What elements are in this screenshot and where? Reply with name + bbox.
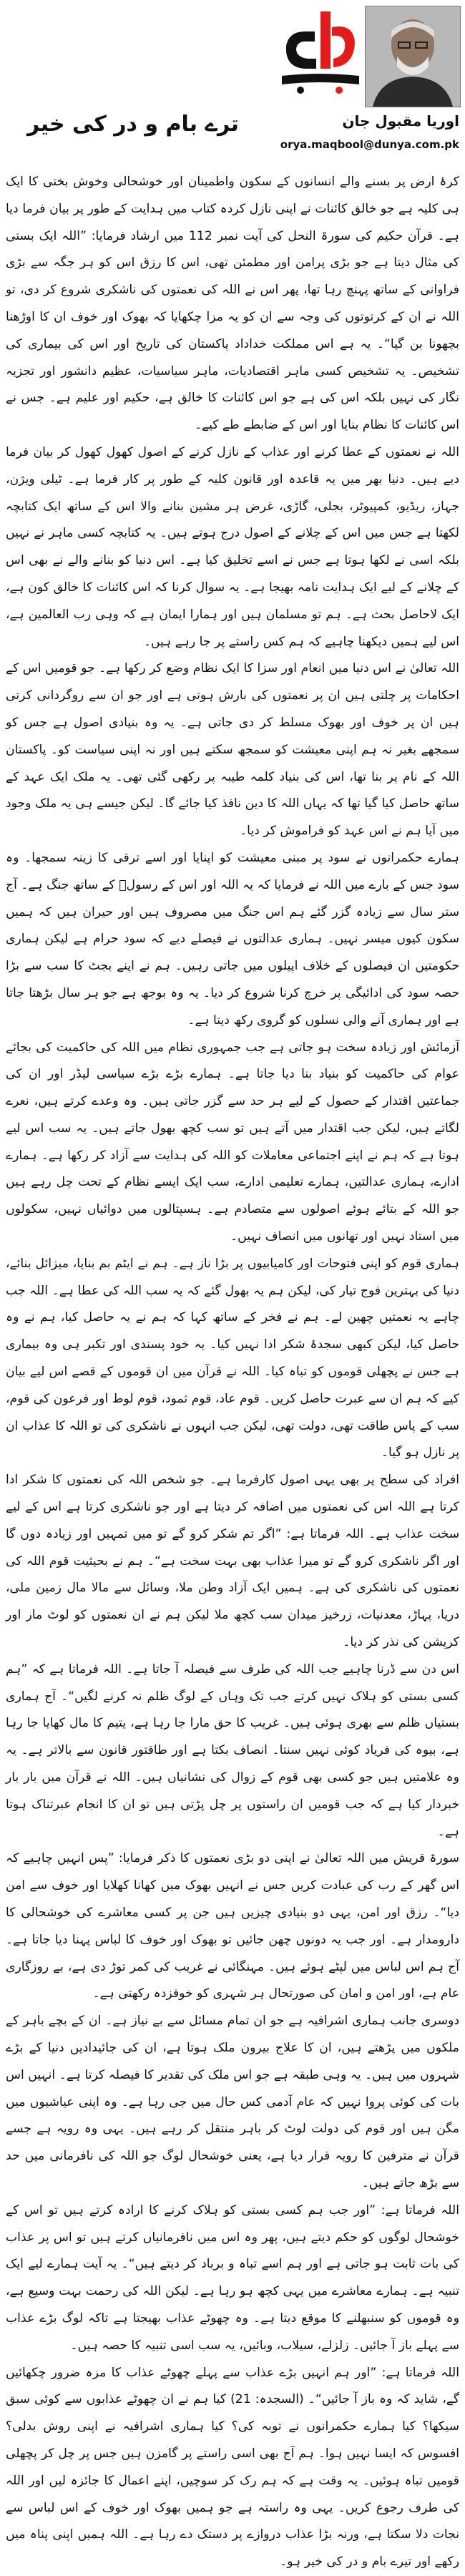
- author-email[interactable]: orya.maqbool@dunya.com.pk: [280, 138, 459, 151]
- paragraph: سورۃ قریش میں اللہ تعالیٰ نے اپنی دو بڑی نعمتوں کا ذکر فرمایا: ”پس انہیں چاہیے کہ اس گھر کے رب کی عبادت کریں جس نے انہیں بھوک میں کھانا کھلایا اور خوف سے امن دیا“۔ رزق اور امن، یہی دو بنیادی چیزیں ہیں جن پر کسی معاشرے کی خوشحالی کا دارومدار ہے۔ اور جب یہ دونوں چھن جائیں تو بھوک اور خوف کا لباس پہنا دیا جاتا ہے۔ آج ہم اس لباس میں لپٹے ہوئے ہیں۔ مہنگائی نے غریب کی کمر توڑ دی ہے، بے روزگاری عام ہے، اور امن و امان کی صورتحال ہر شہری کو خوفزدہ رکھتی ہے۔: [6, 1851, 459, 2001]
- author-photo: [365, 6, 461, 107]
- paragraph: آزمائش اور زیادہ سخت ہو جاتی ہے جب جمہوری نظام میں اللہ کی حاکمیت کی بجائے عوام کی حاکمیت کو بنیاد بنا دیا جاتا ہے۔ ہمارے بڑے بڑے سیاسی لیڈر اور ان کی جماعتیں اقتدار کے حصول کے لیے ہر حد سے گزر جاتی ہیں۔ وہ وعدے کرتے ہیں، نعرے لگاتے ہیں، لیکن جب اقتدار میں آتے ہیں تو سب کچھ بھول جاتے ہیں۔ یہ سب اس لیے ہوتا ہے کہ ہم نے اپنے اجتماعی معاملات کو اللہ کی ہدایت سے آزاد کر رکھا ہے۔ ہمارے ادارے، ہماری عدالتیں، ہمارے تعلیمی ادارے، سب ایک ایسے نظام کے تحت چل رہے ہیں جو اللہ کے بتائے ہوئے اصولوں سے متصادم ہے۔ ہسپتالوں میں دوائیاں نہیں، سکولوں میں استاد نہیں اور تھانوں میں انصاف نہیں۔: [6, 1040, 459, 1244]
- paragraph: اللہ فرماتا ہے: ”اور ہم انہیں بڑے عذاب سے پہلے چھوٹے عذاب کا مزہ ضرور چکھائیں گے، شاید کہ وہ باز آ جائیں“۔ (السجدہ: 21) کیا ہم نے ان چھوٹے عذابوں سے کوئی سبق سیکھا؟ کیا ہمارے حکمرانوں نے توبہ کی؟ کیا ہماری اشرافیہ نے اپنی روش بدلی؟ افسوس کہ ایسا نہیں ہوا۔ ہم آج بھی اسی راستے پر گامزن ہیں جس پر چل کر پچھلی قومیں تباہ ہوئیں۔ یہ وقت ہے کہ ہم رک کر سوچیں، اپنے اعمال کا جائزہ لیں اور اللہ کی طرف رجوع کریں۔ یہی وہ راستہ ہے جو ہمیں بھوک اور خوف کے اس لباس سے نجات دلا سکتا ہے، ورنہ بڑا عذاب دروازے پر دستک دے رہا ہے۔ اللہ ہمیں اپنی پناہ میں رکھے اور تیرے بام و در کی خیر ہو۔: [6, 2365, 459, 2570]
- column-title: ترے بام و در کی خیر: [27, 112, 239, 137]
- paragraph: ہمارے حکمرانوں نے سود پر مبنی معیشت کو اپنایا اور اسے ترقی کا زینہ سمجھا۔ وہ سود جس کے بارے میں اللہ نے فرمایا کہ یہ اللہ اور اس کے رسولؐ کے ساتھ جنگ ہے۔ آج ستر سال سے زیادہ گزر گئے ہم اس جنگ میں مصروف ہیں اور حیران ہیں کہ ہمیں سکون کیوں میسر نہیں۔ ہماری عدالتوں نے فیصلے دیے کہ سود حرام ہے لیکن ہماری حکومتیں ان فیصلوں کے خلاف اپیلوں میں جاتی رہیں۔ ہم نے اپنے بجٹ کا سب سے بڑا حصہ سود کی ادائیگی پر خرچ کرنا شروع کر دیا۔ یہ وہ بوجھ ہے جو ہر سال بڑھتا جاتا ہے اور ہماری آنے والی نسلوں کو گروی رکھ دیتا ہے۔: [6, 850, 459, 1028]
- paragraph: کرۂ ارض پر بسنے والے انسانوں کے سکون واطمینان اور خوشحالی وخوش بختی کا ایک ہی کلیہ ہے جو خالق کائنات نے اپنی نازل کردہ کتاب میں ہدایت کے طور پر بیان فرما دیا ہے۔ قرآن حکیم کی سورۃ النحل کی آیت نمبر 112 میں ارشاد فرمایا: ”اللہ ایک بستی کی مثال دیتا ہے جو بڑی پرامن اور مطمئن تھی، اس کا رزق اس کو ہر جگہ سے بڑی فراوانی کے ساتھ پہنچ رہا تھا، پھر اس نے اللہ کی نعمتوں کی ناشکری شروع کر دی، تو اللہ نے ان کے کرتوتوں کی وجہ سے ان کو یہ مزا چکھایا کہ بھوک اور خوف ان کا اوڑھنا بچھونا بن گیا“۔ یہ ہے اس مملکت خداداد پاکستان کی تاریخ اور اس کی بیماری کی تشخیص۔ یہ تشخیص کسی ماہر اقتصادیات، ماہر سیاسیات، عظیم دانشور اور تجزیہ نگار کی نہیں بلکہ اس کی ہے جو اس کائنات کا خالق ہے، حکیم اور علیم ہے۔ جس نے اس کائنات کا نظام بنایا اور اس کے ضابطے طے کیے۔: [6, 175, 460, 433]
- paragraph: دوسری جانب ہماری اشرافیہ ہے جو ان تمام مسائل سے بے نیاز ہے۔ ان کے بچے باہر کے ملکوں میں پڑھتے ہیں، ان کا علاج بیرون ملک ہوتا ہے، ان کی جائیدادیں دنیا کے بڑے شہروں میں ہیں۔ یہ وہی طبقہ ہے جو اس ملک کی تقدیر کا فیصلہ کرتا ہے۔ انہیں اس بات کی کوئی پروا نہیں کہ عام آدمی کس حال میں جی رہا ہے۔ وہ اپنی عیاشیوں میں مگن ہیں اور قوم کی دولت لوٹ کر باہر منتقل کر رہے ہیں۔ یہی وہ رویہ ہے جسے قرآن نے مترفین کا رویہ قرار دیا ہے، یعنی خوشحال لوگ جو اللہ کی نافرمانی میں حد سے بڑھ جاتے ہیں۔: [6, 2014, 459, 2190]
- column-logo: [276, 6, 363, 99]
- paragraph: اللہ فرماتا ہے: ”اور جب ہم کسی بستی کو ہلاک کرنے کا ارادہ کرتے ہیں تو اس کے خوشحال لوگوں کو حکم دیتے ہیں، پھر وہ اس میں نافرمانیاں کرتے ہیں تو اس پر عذاب کی بات ثابت ہو جاتی ہے اور ہم اسے تباہ و برباد کر دیتے ہیں“۔ یہ آیت ہمارے لیے ایک تنبیہ ہے۔ ہمارے معاشرے میں یہی کچھ ہو رہا ہے۔ لیکن اللہ کی رحمت بہت وسیع ہے، وہ قوموں کو سنبھلنے کا موقع دیتا ہے۔ وہ چھوٹے عذاب بھیجتا ہے تاکہ لوگ بڑے عذاب سے پہلے باز آ جائیں۔ زلزلے، سیلاب، وبائیں، یہ سب اسی تنبیہ کا حصہ ہیں۔: [6, 2202, 459, 2353]
- paragraph: ہماری قوم کو اپنی فتوحات اور کامیابیوں پر بڑا ناز ہے۔ ہم نے ایٹم بم بنایا، میزائل بنائے، دنیا کی بہترین فوج تیار کی، لیکن ہم یہ بھول گئے کہ یہ سب اللہ کی عطا ہے۔ اللہ جب چاہے یہ نعمتیں چھین لے۔ ہم نے فخر کے ساتھ کہا کہ ہم نے یہ حاصل کیا، ہم نے وہ حاصل کیا، لیکن کبھی سجدۂ شکر ادا نہیں کیا۔ یہ خود پسندی اور تکبر ہی وہ بیماری ہے جس نے پچھلی قوموں کو تباہ کیا۔ اللہ نے قرآن میں ان قوموں کے قصے اس لیے بیان کیے کہ ہم ان سے عبرت حاصل کریں۔ قوم عاد، قوم ثمود، قوم لوط اور فرعون کی قوم، سب کے پاس طاقت تھی، دولت تھی، لیکن جب انہوں نے ناشکری کی تو اللہ کا عذاب ان پر نازل ہو گیا۔: [6, 1256, 459, 1460]
- column-body: [6, 169, 460, 2570]
- column-header: [0, 0, 465, 169]
- paragraph: افراد کی سطح پر بھی یہی اصول کارفرما ہے۔ جو شخص اللہ کی نعمتوں کا شکر ادا کرتا ہے اللہ اس کی نعمتوں میں اضافہ کر دیتا ہے اور جو ناشکری کرتا ہے اس کے لیے سخت عذاب ہے۔ اللہ فرماتا ہے: ”اگر تم شکر کرو گے تو میں تمہیں اور زیادہ دوں گا اور اگر ناشکری کرو گے تو میرا عذاب بھی بہت سخت ہے“۔ ہم نے بحیثیت قوم اللہ کی نعمتوں کی ناشکری کی ہے۔ ہمیں ایک آزاد وطن ملا، وسائل سے مالا مال زمین ملی، دریا، پہاڑ، معدنیات، زرخیز میدان سب کچھ ملا لیکن ہم نے ان نعمتوں کو لوٹ مار اور کرپشن کی نذر کر دیا۔: [6, 1473, 459, 1650]
- paragraph: اس دن سے ڈرنا چاہیے جب اللہ کی طرف سے فیصلہ آ جاتا ہے۔ اللہ فرماتا ہے کہ ”ہم کسی بستی کو ہلاک نہیں کرتے جب تک وہاں کے لوگ ظلم نہ کرنے لگیں“۔ آج ہماری بستیاں ظلم سے بھری ہوئی ہیں۔ غریب کا حق مارا جا رہا ہے، یتیم کا مال کھایا جا رہا ہے، بیوہ کی فریاد کوئی نہیں سنتا۔ انصاف بکتا ہے اور طاقتور قانون سے بالاتر ہے۔ یہ وہ علامتیں ہیں جو کسی بھی قوم کے زوال کی نشانیاں ہیں۔ اللہ نے قرآن میں بار بار خبردار کیا ہے کہ جب قومیں ان راستوں پر چل پڑتی ہیں تو ان کا انجام عبرتناک ہوتا ہے۔: [6, 1662, 459, 1839]
- paragraph: اللہ نے نعمتوں کے عطا کرنے اور عذاب کے نازل کرنے کے اصول کھول کھول کر بیان فرما دیے ہیں۔ دنیا بھر میں یہ قاعدہ اور قانون کلیہ کے طور پر کار فرما ہے۔ ٹیلی ویژن، جہاز، ریڈیو، کمپیوٹر، بجلی، گاڑی، غرض ہر مشین بنانے والا اس کے ساتھ ایک کتابچہ لکھتا ہے جس میں اس کے چلانے کے اصول درج ہوتے ہیں۔ یہ کتابچہ کسی ماہر نے نہیں بلکہ اسی نے لکھا ہوتا ہے جس نے اسے تخلیق کیا ہے۔ اس دنیا کو بنانے والے نے بھی اس کے چلانے کے لیے ایک ہدایت نامہ بھیجا ہے۔ یہ سوال کرنا کہ اس کائنات کا خالق کون ہے، ایک لاحاصل بحث ہے۔ ہم تو مسلمان ہیں اور ہمارا ایمان ہے کہ وہی رب العالمین ہے، اس لیے ہمیں دیکھنا چاہیے کہ ہم کس راستے پر جا رہے ہیں۔: [6, 444, 459, 649]
- logo-calligraphy-icon: [276, 6, 363, 99]
- author-name: اوریا مقبول جان: [342, 112, 459, 130]
- author-portrait-icon: [366, 6, 460, 107]
- paragraph: اللہ تعالیٰ نے اس دنیا میں انعام اور سزا کا ایک نظام وضع کر رکھا ہے۔ جو قومیں اس کے احکامات پر چلتی ہیں ان پر نعمتوں کی بارش ہوتی ہے اور جو ان سے روگردانی کرتی ہیں ان پر خوف اور بھوک مسلط کر دی جاتی ہے۔ یہ وہ بنیادی اصول ہے جس کو سمجھے بغیر نہ ہم اپنی معیشت کو سمجھ سکتے ہیں اور نہ اپنی سیاست کو۔ پاکستان اللہ کے نام پر بنا تھا، اس کی بنیاد کلمہ طیبہ پر رکھی گئی تھی۔ یہ ملک ایک عہد کے ساتھ حاصل کیا گیا تھا کہ یہاں اللہ کا دین نافذ کیا جائے گا۔ لیکن جیسے ہی یہ ملک وجود میں آیا ہم نے اس عہد کو فراموش کر دیا۔: [6, 661, 459, 839]
